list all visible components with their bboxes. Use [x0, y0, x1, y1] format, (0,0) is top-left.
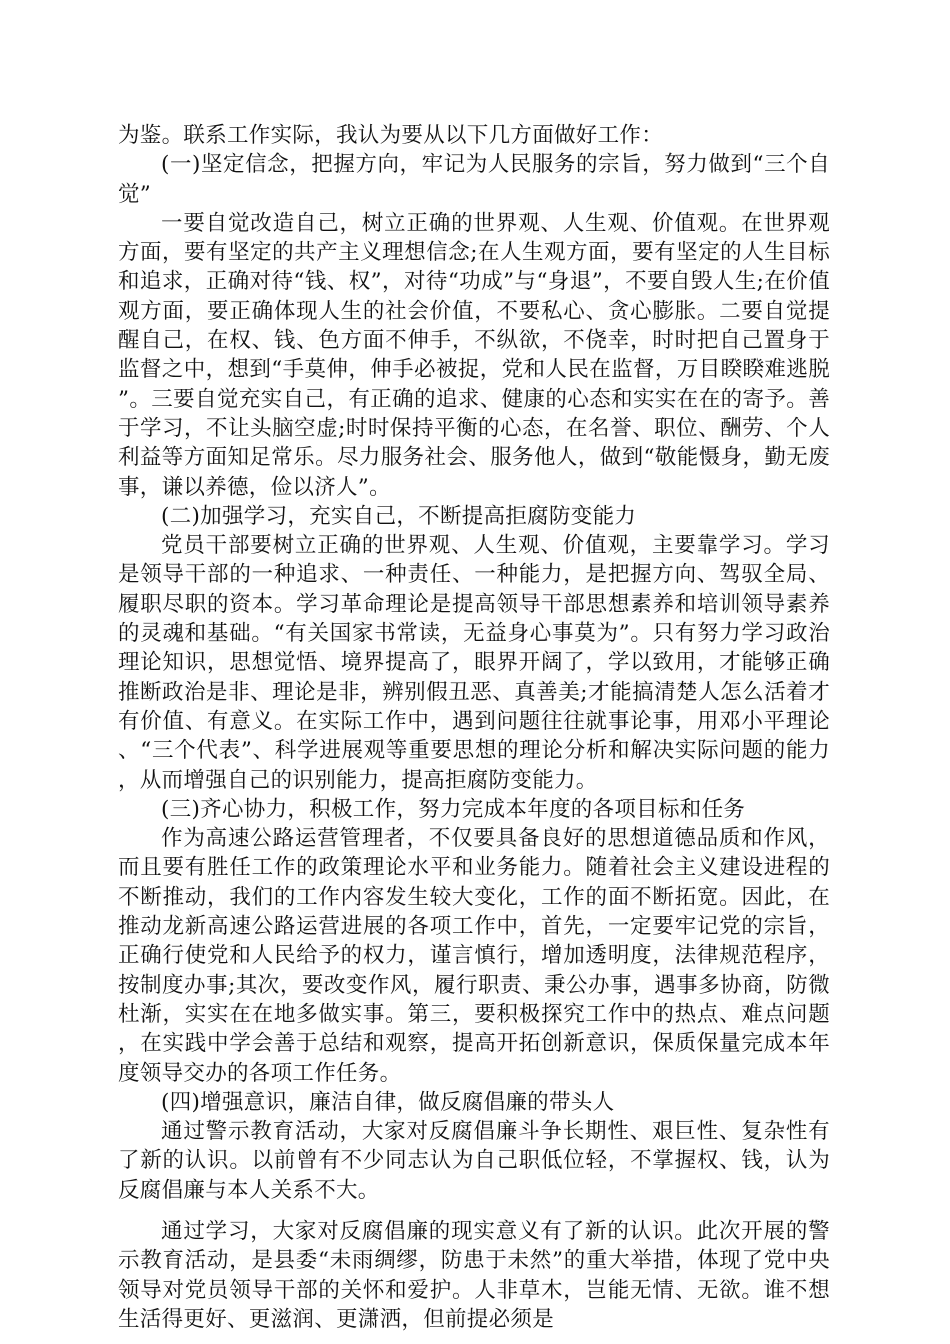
paragraph-section-4a: 通过警示教育活动，大家对反腐倡廉斗争长期性、艰巨性、复杂性有了新的认识。以前曾有不少同志认为自己职低位轻，不掌握权、钱，认为反腐倡廉与本人关系不大。: [118, 1119, 830, 1203]
section-heading-2: (二)加强学习，充实自己，不断提高拒腐防变能力: [161, 503, 637, 529]
paragraph-intro: 为鉴。联系工作实际，我认为要从以下几方面做好工作：: [118, 123, 664, 148]
paragraph-section-4b: 通过学习，大家对反腐倡廉的现实意义有了新的认识。此次开展的警示教育活动，是县委“未雨绸缪，防患于未然”的重大举措，体现了党中央领导对党员领导干部的关怀和爱护。人非草木，岂能无情、无欲。谁不想生活得更好、更滋润、更潇洒，但前提必须是: [118, 1218, 830, 1332]
paragraph-section-2: 党员干部要树立正确的世界观、人生观、价值观，主要靠学习。学习是领导干部的一种追求、一种责任、一种能力，是把握方向、驾驭全局、履职尽职的资本。学习革命理论是提高领导干部思想素养和培训领导素养的灵魂和基础。“有关国家书常读，无益身心事莫为”。只有努力学习政治理论知识，思想觉悟、境界提高了，眼界开阔了，学以致用，才能够正确推断政治是非、理论是非，辨别假丑恶、真善美;才能搞清楚人怎么活着才有价值、有意义。在实际工作中，遇到问题往往就事论事，用邓小平理论、“三个代表”、科学进展观等重要思想的理论分析和解决实际问题的能力，从而增强自己的识别能力，提高拒腐防变能力。: [118, 533, 830, 793]
paragraph-section-3: 作为高速公路运营管理者，不仅要具备良好的思想道德品质和作风，而且要有胜任工作的政策理论水平和业务能力。随着社会主义建设进程的不断推动，我们的工作内容发生较大变化，工作的面不断拓宽。因此，在推动龙新高速公路运营进展的各项工作中，首先，一定要牢记党的宗旨，正确行使党和人民给予的权力，谨言慎行，增加透明度，法律规范程序，按制度办事;其次，要改变作风，履行职责、秉公办事，遇事多协商，防微杜渐，实实在在地多做实事。第三，要积极探究工作中的热点、难点问题，在实践中学会善于总结和观察，提高开拓创新意识，保质保量完成本年度领导交办的各项工作任务。: [118, 826, 830, 1086]
document-body: [118, 121, 830, 1334]
section-heading-4: (四)增强意识，廉洁自律，做反腐倡廉的带头人: [161, 1089, 615, 1115]
section-heading-1: (一)坚定信念，把握方向，牢记为人民服务的宗旨，努力做到“三个自觉”: [118, 152, 830, 207]
section-heading-3: (三)齐心协力，积极工作，努力完成本年度的各项目标和任务: [161, 796, 746, 822]
paragraph-section-1: 一要自觉改造自己，树立正确的世界观、人生观、价值观。在世界观方面，要有坚定的共产主义理想信念;在人生观方面，要有坚定的人生目标和追求，正确对待“钱、权”，对待“功成”与“身退”，不要自毁人生;在价值观方面，要正确体现人生的社会价值，不要私心、贪心膨胀。二要自觉提醒自己，在权、钱、色方面不伸手，不纵欲，不侥幸，时时把自己置身于监督之中，想到“手莫伸，伸手必被捉，党和人民在监督，万目睽睽难逃脱”。三要自觉充实自己，有正确的追求、健康的心态和实实在在的寄予。善于学习，不让头脑空虚;时时保持平衡的心态，在名誉、职位、酬劳、个人利益等方面知足常乐。尽力服务社会、服务他人，做到“敬能慑身，勤无废事，谦以养德，俭以济人”。: [118, 210, 830, 500]
